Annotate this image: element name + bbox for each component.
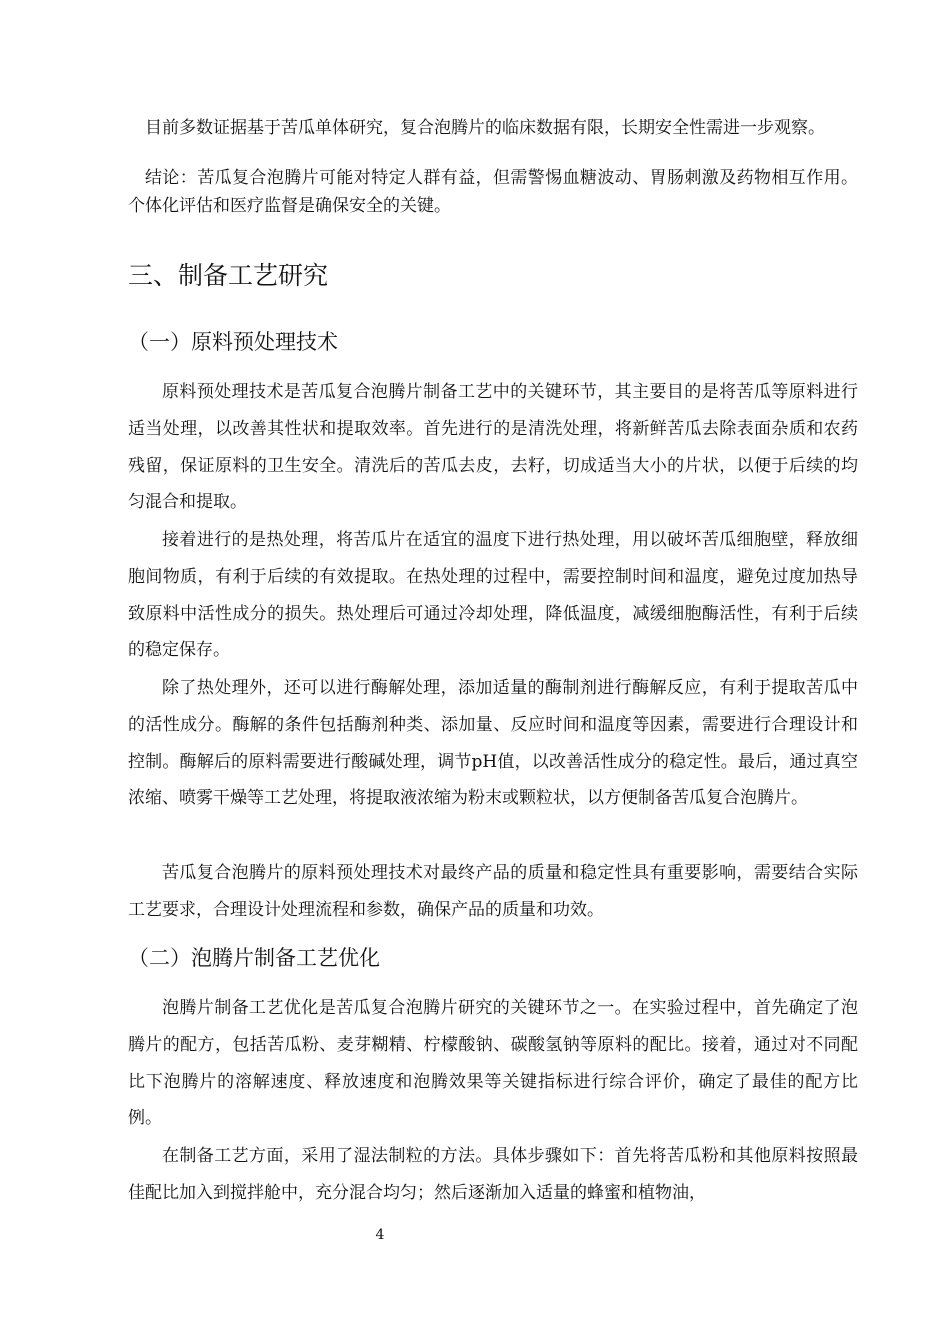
body-paragraph: 原料预处理技术是苦瓜复合泡腾片制备工艺中的关键环节，其主要目的是将苦瓜等原料进行适当处理，以改善其性状和提取效率。首先进行的是清洗处理，将新鲜苦瓜去除表面杂质和农药残留，保证原料的卫生安全。清洗后的苦瓜去皮，去籽，切成适当大小的片状，以便于后续的均匀混合和提取。 xyxy=(128,382,858,513)
subsection-heading-1: （一）原料预处理技术 xyxy=(128,330,338,354)
section-heading: 三、制备工艺研究 xyxy=(128,261,329,290)
body-paragraph: 苦瓜复合泡腾片的原料预处理技术对最终产品的质量和稳定性具有重要影响，需要结合实际工艺要求，合理设计处理流程和参数，确保产品的质量和功效。 xyxy=(128,863,858,920)
conclusion-paragraph: 结论：苦瓜复合泡腾片可能对特定人群有益，但需警惕血糖波动、胃肠刺激及药物相互作用。个体化评估和医疗监督是确保安全的关键。 xyxy=(128,168,858,216)
subsection-heading-2: （二）泡腾片制备工艺优化 xyxy=(128,946,380,970)
intro-paragraph: 目前多数证据基于苦瓜单体研究，复合泡腾片的临床数据有限，长期安全性需进一步观察。 xyxy=(145,118,825,138)
body-paragraph: 接着进行的是热处理，将苦瓜片在适宜的温度下进行热处理，用以破坏苦瓜细胞壁，释放细胞间物质，有利于后续的有效提取。在热处理的过程中，需要控制时间和温度，避免过度加热导致原料中活性成分的损失。热处理后可通过冷却处理，降低温度，减缓细胞酶活性，有利于后续的稳定保存。 xyxy=(128,530,858,661)
body-paragraph: 在制备工艺方面，采用了湿法制粒的方法。具体步骤如下：首先将苦瓜粉和其他原料按照最佳配比加入到搅拌舱中，充分混合均匀；然后逐渐加入适量的蜂蜜和植物油， xyxy=(128,1146,858,1203)
page-number: 4 xyxy=(375,1227,385,1243)
body-paragraph: 除了热处理外，还可以进行酶解处理，添加适量的酶制剂进行酶解反应，有利于提取苦瓜中的活性成分。酶解的条件包括酶剂种类、添加量、反应时间和温度等因素，需要进行合理设计和控制。酶解后的原料需要进行酸碱处理，调节pH值，以改善活性成分的稳定性。最后，通过真空浓缩、喷雾干燥等工艺处理，将提取液浓缩为粉末或颗粒状，以方便制备苦瓜复合泡腾片。 xyxy=(128,678,858,809)
body-paragraph: 泡腾片制备工艺优化是苦瓜复合泡腾片研究的关键环节之一。在实验过程中，首先确定了泡腾片的配方，包括苦瓜粉、麦芽糊精、柠檬酸钠、碳酸氢钠等原料的配比。接着，通过对不同配比下泡腾片的溶解速度、释放速度和泡腾效果等关键指标进行综合评价，确定了最佳的配方比例。 xyxy=(128,998,858,1129)
